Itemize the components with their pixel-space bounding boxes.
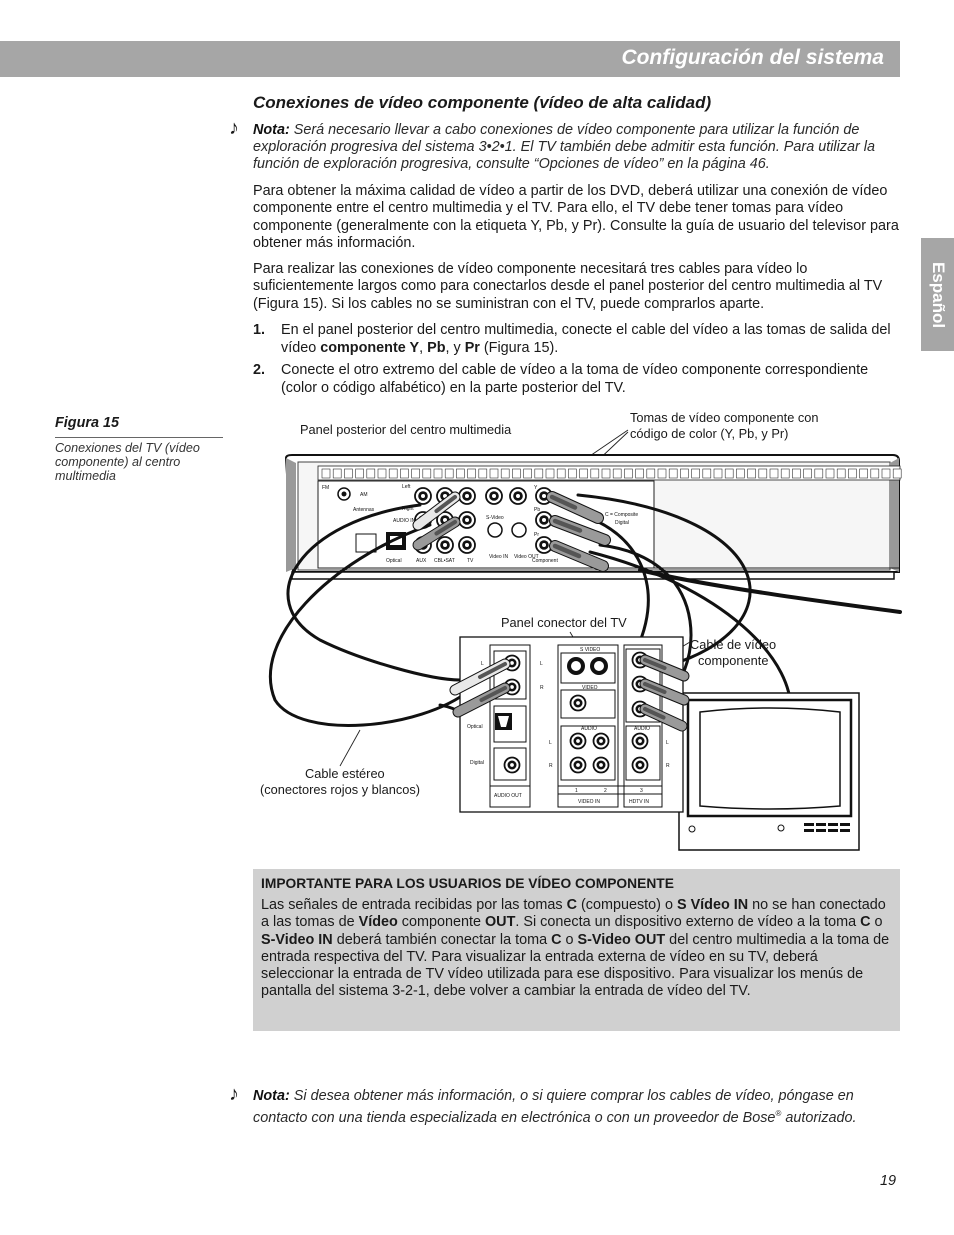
svg-text:Right: Right xyxy=(402,506,414,512)
svg-text:C = Composite: C = Composite xyxy=(605,512,639,518)
svg-text:VIDEO: VIDEO xyxy=(582,685,598,691)
svg-text:FM: FM xyxy=(322,485,330,491)
paragraph-1: Para obtener la máxima calidad de vídeo a partir de los DVD, deberá utilizar una conexión de vídeo componente entre el centro multimedia y el TV. Para ello, el TV debe tener tomas para vídeo componente (generalmente con la etiqueta Y, Pb, y Pr). Consulte la guía de usuario del televisor para obtener más información. xyxy=(253,183,899,251)
note-label: Nota: xyxy=(253,122,290,138)
svg-text:CBL•SAT: CBL•SAT xyxy=(434,558,455,564)
svg-text:Optical: Optical xyxy=(467,724,483,730)
section-heading: Conexiones de vídeo componente (vídeo de alta calidad) xyxy=(253,93,712,112)
label-cable-line1: Cable de vídeo xyxy=(690,637,777,652)
svg-text:Pb: Pb xyxy=(534,507,541,513)
svg-text:VIDEO IN: VIDEO IN xyxy=(578,799,600,805)
svg-text:Component: Component xyxy=(532,558,558,564)
label-jacks-line1: Tomas de vídeo componente con xyxy=(630,410,819,425)
svg-text:R: R xyxy=(549,763,553,769)
svg-text:Optical: Optical xyxy=(386,558,402,564)
label-tv-panel: Panel conector del TV xyxy=(501,615,627,630)
svg-text:3: 3 xyxy=(640,788,643,794)
svg-text:S-Video: S-Video xyxy=(486,515,504,521)
label-rear-panel: Panel posterior del centro multimedia xyxy=(300,422,512,437)
tv-outline xyxy=(679,693,859,850)
svg-text:HDTV IN: HDTV IN xyxy=(629,799,649,805)
figure-label: Figura 15 xyxy=(55,415,119,431)
svg-text:R: R xyxy=(540,685,544,691)
svg-text:Video IN: Video IN xyxy=(489,554,509,560)
svg-text:Left: Left xyxy=(402,484,411,490)
important-box xyxy=(253,869,900,1031)
label-cable-line2: componente xyxy=(698,653,769,668)
note-text: Será necesario llevar a cabo conexiones de vídeo componente para utilizar la función de exploración progresiva del sistema 3•2•1. El TV también debe admitir esta función. Para utilizar la función de exploración progresiva, consulte “Opciones de vídeo” en la página 46. xyxy=(253,122,875,172)
svg-text:Antennas: Antennas xyxy=(353,507,375,513)
page-number: 19 xyxy=(880,1173,897,1189)
svg-text:L: L xyxy=(481,661,484,667)
important-title: IMPORTANTE PARA LOS USUARIOS DE VÍDEO COMPONENTE xyxy=(261,876,674,891)
svg-text:1: 1 xyxy=(575,788,578,794)
label-stereo-line2: (conectores rojos y blancos) xyxy=(260,782,421,797)
svg-text:L: L xyxy=(540,661,543,667)
page-header-title: Configuración del sistema xyxy=(621,46,884,69)
music-note-icon: ♪ xyxy=(229,1083,239,1105)
note-label: Nota: xyxy=(253,1088,290,1104)
svg-text:AUDIO: AUDIO xyxy=(634,726,650,732)
figure-caption: Conexiones del TV (vídeo componente) al centro multimedia xyxy=(55,441,200,483)
svg-text:AUX: AUX xyxy=(416,558,427,564)
svg-text:AUDIO IN: AUDIO IN xyxy=(393,518,416,524)
svg-text:AUDIO OUT: AUDIO OUT xyxy=(494,793,522,799)
step-number: 2. xyxy=(253,362,266,378)
note-bottom: Nota: Si desea obtener más información, o si quiere comprar los cables de vídeo, póngase en contacto con una tienda especializada en electrónica o con un proveedor de Bose® autorizado. xyxy=(253,1088,857,1126)
step-number: 1. xyxy=(253,322,266,338)
label-stereo-line1: Cable estéreo xyxy=(305,766,385,781)
svg-text:TV: TV xyxy=(467,558,474,564)
svg-text:Y: Y xyxy=(534,485,538,491)
step-text: Conecte el otro extremo del cable de vídeo a la toma de vídeo componente correspondiente (color o código alfabético) en la parte posterior del TV. xyxy=(281,362,869,396)
label-jacks-line2: código de color (Y, Pb, y Pr) xyxy=(630,426,789,441)
important-body: Las señales de entrada recibidas por las tomas C (compuesto) o S Vídeo IN no se han conectado a las tomas de Vídeo componente OUT. Si conecta un dispositivo externo de vídeo a la toma C o S-Video IN deberá también conectar la toma C o S-Video OUT del centro multimedia a la toma de entrada respectiva del TV. Para visualizar la entrada externa de vídeo en su TV, deberá seleccionar la entrada de TV vídeo utilizada para ese dispositivo. Para visualizar los menús de pantalla del sistema 3-2-1, debe volver a cambiar la entrada de vídeo del TV. xyxy=(261,897,890,1000)
svg-text:L: L xyxy=(666,740,669,746)
svg-text:L: L xyxy=(549,740,552,746)
svg-text:Digital: Digital xyxy=(470,760,484,766)
svg-text:Pr: Pr xyxy=(534,532,539,538)
svg-text:R: R xyxy=(666,763,670,769)
paragraph-2: Para realizar las conexiones de vídeo componente necesitará tres cables para vídeo lo suficientemente largos como para conectarlos desde el panel posterior del centro multimedia al TV (Figura 15). Si los cables no se suministran con el TV, puede comprarlos aparte. xyxy=(253,261,883,312)
step-text: En el panel posterior del centro multimedia, conecte el cable del vídeo a las tomas de salida del vídeo componente Y, Pb, y Pr (Figura 15). xyxy=(281,322,891,356)
language-tab-label: Español xyxy=(928,261,948,328)
svg-text:AM: AM xyxy=(360,492,368,498)
svg-text:AUDIO: AUDIO xyxy=(581,726,597,732)
svg-text:Digital: Digital xyxy=(615,520,629,526)
svg-text:2: 2 xyxy=(604,788,607,794)
svg-text:Video OUT: Video OUT xyxy=(514,554,539,560)
music-note-icon: ♪ xyxy=(229,117,239,139)
svg-text:S VIDEO: S VIDEO xyxy=(580,647,601,653)
